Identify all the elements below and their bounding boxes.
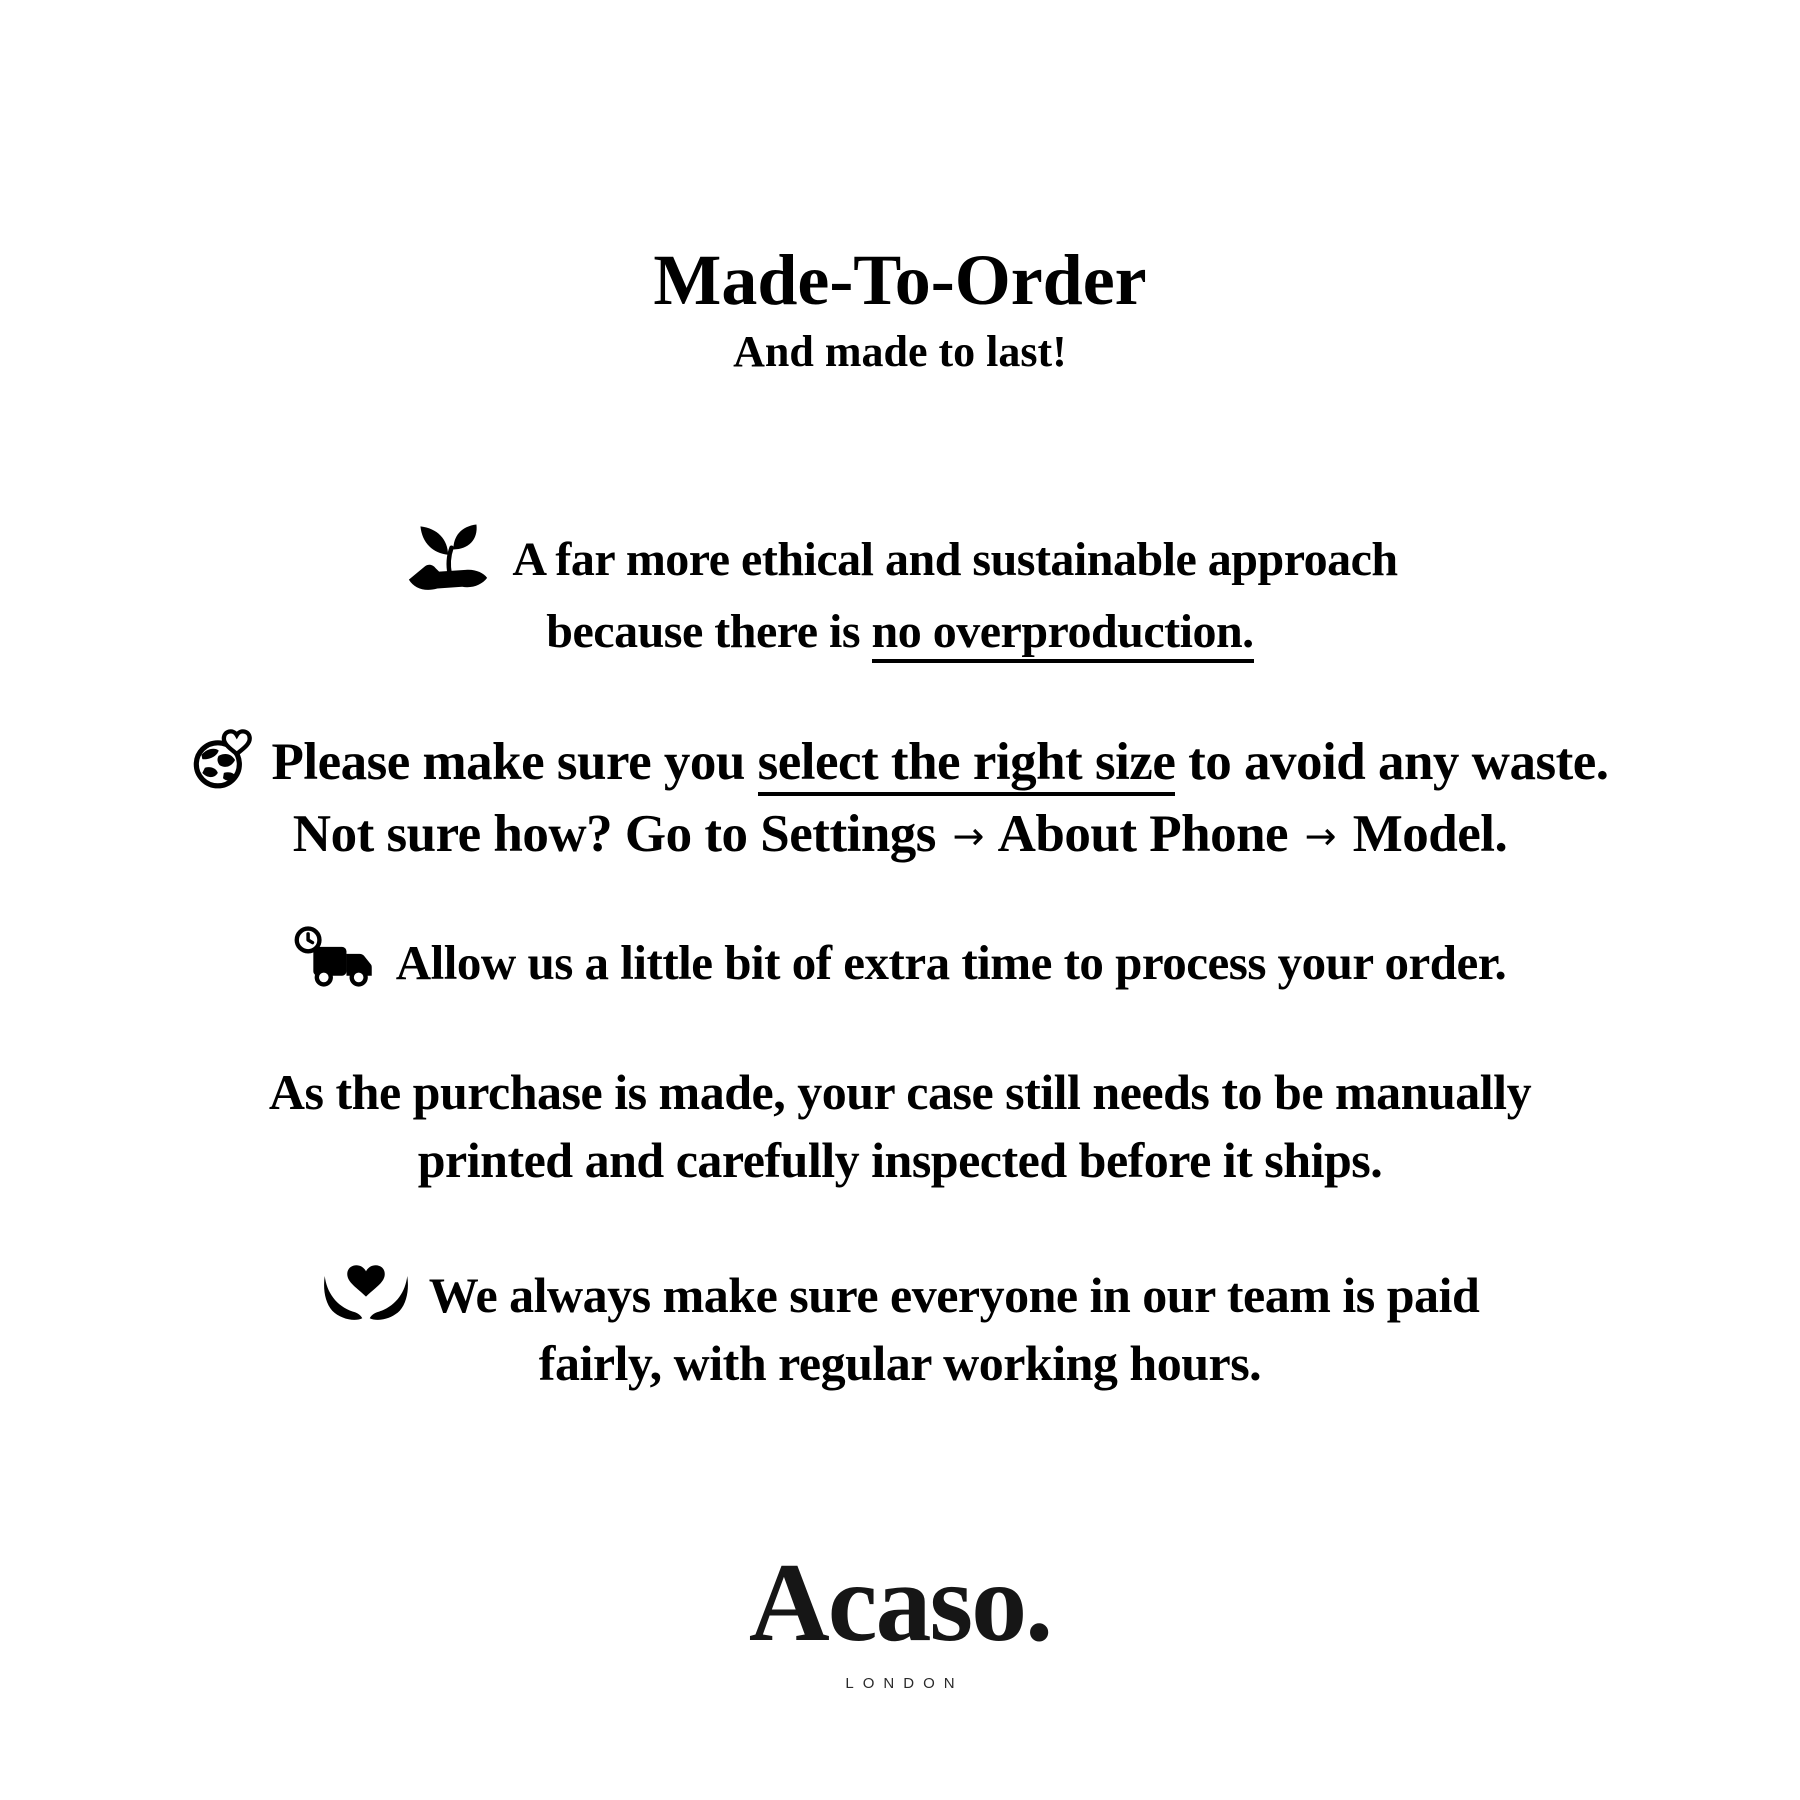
underlined-text: select the right size [758,733,1176,796]
underlined-text: no overproduction. [872,605,1254,663]
paragraph-text: We always make sure everyone in our team is paid [428,1267,1480,1323]
paragraph-text: About Phone [987,805,1301,863]
page-title: Made-To-Order [653,240,1147,320]
right-arrow-icon: → [1304,813,1337,858]
paragraph-text: fairly, with regular working hours. [538,1335,1262,1391]
paragraph-text: A far more ethical and sustainable approach [512,532,1398,586]
paragraph-text: Model. [1339,805,1508,863]
paragraph-text: Not sure how? Go to Settings [292,805,949,863]
right-arrow-icon: → [952,813,984,858]
seedling-in-hand-icon [402,521,494,601]
brand-city-label: LONDON [845,1675,964,1692]
globe-heart-icon [192,729,254,791]
paragraph-text: Allow us a little bit of extra time to process your order. [395,934,1507,990]
hands-holding-heart-icon [321,1261,411,1321]
paragraph-text: printed and carefully inspected before it ships. [417,1132,1383,1188]
paragraph-processing-time [294,928,1507,996]
page-subtitle: And made to last! [733,327,1067,376]
truck-clock-icon [294,926,378,994]
paragraph-text: to avoid any waste. [1175,733,1609,791]
paragraph-manual-printing [269,1058,1531,1194]
paragraph-fair-pay [321,1261,1480,1397]
paragraph-text: Please make sure you [271,733,758,791]
paragraph-select-size [192,726,1609,874]
paragraph-text: because there is [546,605,872,658]
paragraph-sustainability [402,519,1397,664]
paragraph-text [272,726,1609,798]
brand-logo: Acaso. [748,1541,1052,1665]
paragraph-text: As the purchase is made, your case still needs to be manually [268,1064,1532,1120]
